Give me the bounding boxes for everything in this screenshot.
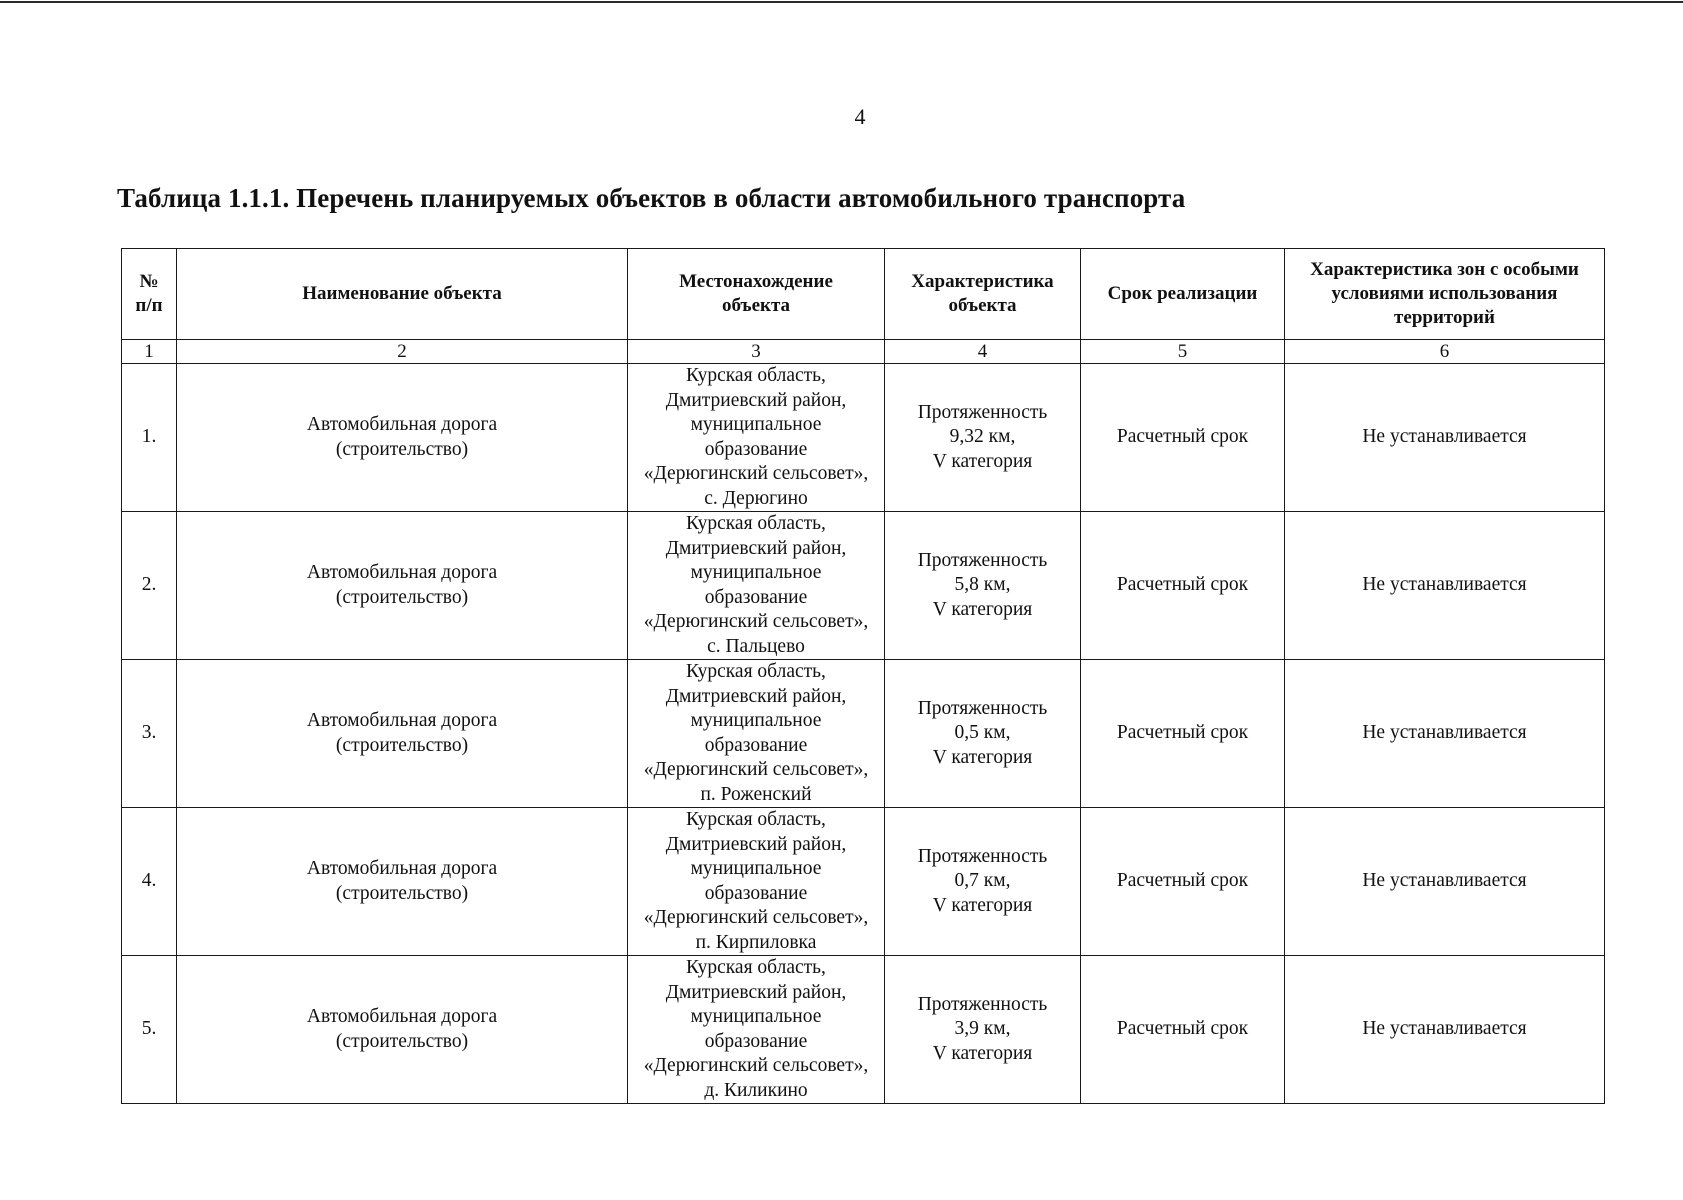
object-location-line: образование — [704, 586, 808, 608]
object-location-line: образование — [704, 438, 808, 460]
object-location-line: муниципальное — [690, 1006, 822, 1027]
object-characteristic-cell — [885, 364, 1081, 512]
table-row — [122, 808, 1605, 956]
object-location-line: муниципальное — [690, 710, 822, 731]
column-number: 4 — [885, 340, 1081, 364]
object-location-line: д. Киликино — [704, 1079, 808, 1101]
object-location-line: с. Пальцево — [707, 635, 805, 657]
object-location-line: с. Дерюгино — [704, 487, 808, 509]
object-characteristic-line: Протяженность — [917, 697, 1048, 719]
object-location-line: Курская область, — [686, 365, 826, 386]
object-characteristic-line: V категория — [932, 450, 1033, 472]
row-number-cell: 4. — [122, 808, 177, 956]
implementation-term-cell: Расчетный срок — [1081, 660, 1285, 808]
top-scan-rule — [0, 1, 1683, 3]
row-number-cell: 5. — [122, 956, 177, 1104]
object-location-line: «Дерюгинский сельсовет», — [643, 1055, 869, 1076]
object-characteristic-line: 0,5 км, — [954, 722, 1011, 744]
special-zones-cell: Не устанавливается — [1285, 956, 1605, 1104]
object-characteristic-cell — [885, 956, 1081, 1104]
object-location-cell — [628, 512, 885, 660]
object-location-line: Дмитриевский район, — [665, 685, 847, 707]
object-characteristic-line: 9,32 км, — [949, 426, 1016, 448]
object-characteristic-line: V категория — [932, 598, 1033, 620]
object-characteristic-line: 3,9 км, — [954, 1018, 1011, 1040]
header-name: Наименование объекта — [177, 249, 628, 340]
header-num-line-2: п/п — [135, 295, 163, 316]
table-row — [122, 660, 1605, 808]
header-num-line-1: № — [139, 271, 159, 292]
header-term: Срок реализации — [1081, 249, 1285, 340]
object-location-line: Курская область, — [686, 809, 826, 830]
object-name-cell — [177, 512, 628, 660]
column-number-row — [122, 340, 1605, 364]
implementation-term-cell: Расчетный срок — [1081, 956, 1285, 1104]
object-characteristic-cell — [885, 512, 1081, 660]
object-characteristic-line: 5,8 км, — [954, 574, 1011, 596]
object-name-line: Автомобильная дорога — [306, 562, 498, 583]
object-location-line: Дмитриевский район, — [665, 389, 847, 411]
object-name-cell — [177, 956, 628, 1104]
object-characteristic-line: Протяженность — [917, 845, 1048, 867]
object-characteristic-cell — [885, 808, 1081, 956]
object-name-line: (строительство) — [335, 438, 469, 460]
header-characteristic: Характеристика объекта — [885, 249, 1081, 340]
object-name-cell — [177, 660, 628, 808]
object-location-line: муниципальное — [690, 562, 822, 583]
object-name-cell — [177, 364, 628, 512]
column-number: 5 — [1081, 340, 1285, 364]
implementation-term-cell: Расчетный срок — [1081, 808, 1285, 956]
header-num — [122, 249, 177, 340]
table-row — [122, 364, 1605, 512]
object-name-line: Автомобильная дорога — [306, 414, 498, 435]
object-name-line: (строительство) — [335, 882, 469, 904]
row-number-cell: 2. — [122, 512, 177, 660]
object-name-line: Автомобильная дорога — [306, 858, 498, 879]
header-row — [122, 249, 1605, 340]
object-location-line: «Дерюгинский сельсовет», — [643, 759, 869, 780]
object-characteristic-line: Протяженность — [917, 993, 1048, 1015]
table-row — [122, 512, 1605, 660]
implementation-term-cell: Расчетный срок — [1081, 364, 1285, 512]
row-number-cell: 1. — [122, 364, 177, 512]
objects-table — [121, 248, 1605, 1104]
row-number-cell: 3. — [122, 660, 177, 808]
object-location-line: Курская область, — [686, 513, 826, 534]
object-characteristic-line: 0,7 км, — [954, 870, 1011, 892]
column-number: 1 — [122, 340, 177, 364]
object-location-line: Курская область, — [686, 661, 826, 682]
object-location-cell — [628, 956, 885, 1104]
object-location-cell — [628, 364, 885, 512]
object-location-line: образование — [704, 1030, 808, 1052]
object-name-line: (строительство) — [335, 586, 469, 608]
special-zones-cell: Не устанавливается — [1285, 660, 1605, 808]
page-number: 4 — [854, 104, 866, 129]
column-number: 6 — [1285, 340, 1605, 364]
object-location-line: образование — [704, 734, 808, 756]
object-characteristic-line: V категория — [932, 894, 1033, 916]
object-characteristic-line: V категория — [932, 746, 1033, 768]
object-characteristic-line: V категория — [932, 1042, 1033, 1064]
object-location-line: Дмитриевский район, — [665, 833, 847, 855]
object-location-line: Курская область, — [686, 957, 826, 978]
header-location: Местонахождение объекта — [628, 249, 885, 340]
object-characteristic-line: Протяженность — [917, 401, 1048, 423]
object-name-line: (строительство) — [335, 1030, 469, 1052]
column-number: 3 — [628, 340, 885, 364]
object-location-line: «Дерюгинский сельсовет», — [643, 611, 869, 632]
object-name-line: (строительство) — [335, 734, 469, 756]
special-zones-cell: Не устанавливается — [1285, 512, 1605, 660]
header-zones: Характеристика зон с особыми условиями использования территорий — [1285, 249, 1605, 340]
object-name-line: Автомобильная дорога — [306, 710, 498, 731]
special-zones-cell: Не устанавливается — [1285, 808, 1605, 956]
object-location-line: «Дерюгинский сельсовет», — [643, 463, 869, 484]
implementation-term-cell: Расчетный срок — [1081, 512, 1285, 660]
object-location-line: п. Роженский — [700, 783, 812, 805]
object-location-line: «Дерюгинский сельсовет», — [643, 907, 869, 928]
object-location-line: Дмитриевский район, — [665, 981, 847, 1003]
object-location-cell — [628, 808, 885, 956]
special-zones-cell: Не устанавливается — [1285, 364, 1605, 512]
object-characteristic-cell — [885, 660, 1081, 808]
object-name-line: Автомобильная дорога — [306, 1006, 498, 1027]
column-number: 2 — [177, 340, 628, 364]
object-location-line: п. Кирпиловка — [695, 931, 817, 953]
table-row — [122, 956, 1605, 1104]
object-characteristic-line: Протяженность — [917, 549, 1048, 571]
object-location-cell — [628, 660, 885, 808]
object-location-line: муниципальное — [690, 414, 822, 435]
object-name-cell — [177, 808, 628, 956]
object-location-line: Дмитриевский район, — [665, 537, 847, 559]
table-title: Таблица 1.1.1. Перечень планируемых объектов в области автомобильного транспорта — [117, 183, 1186, 213]
object-location-line: образование — [704, 882, 808, 904]
object-location-line: муниципальное — [690, 858, 822, 879]
